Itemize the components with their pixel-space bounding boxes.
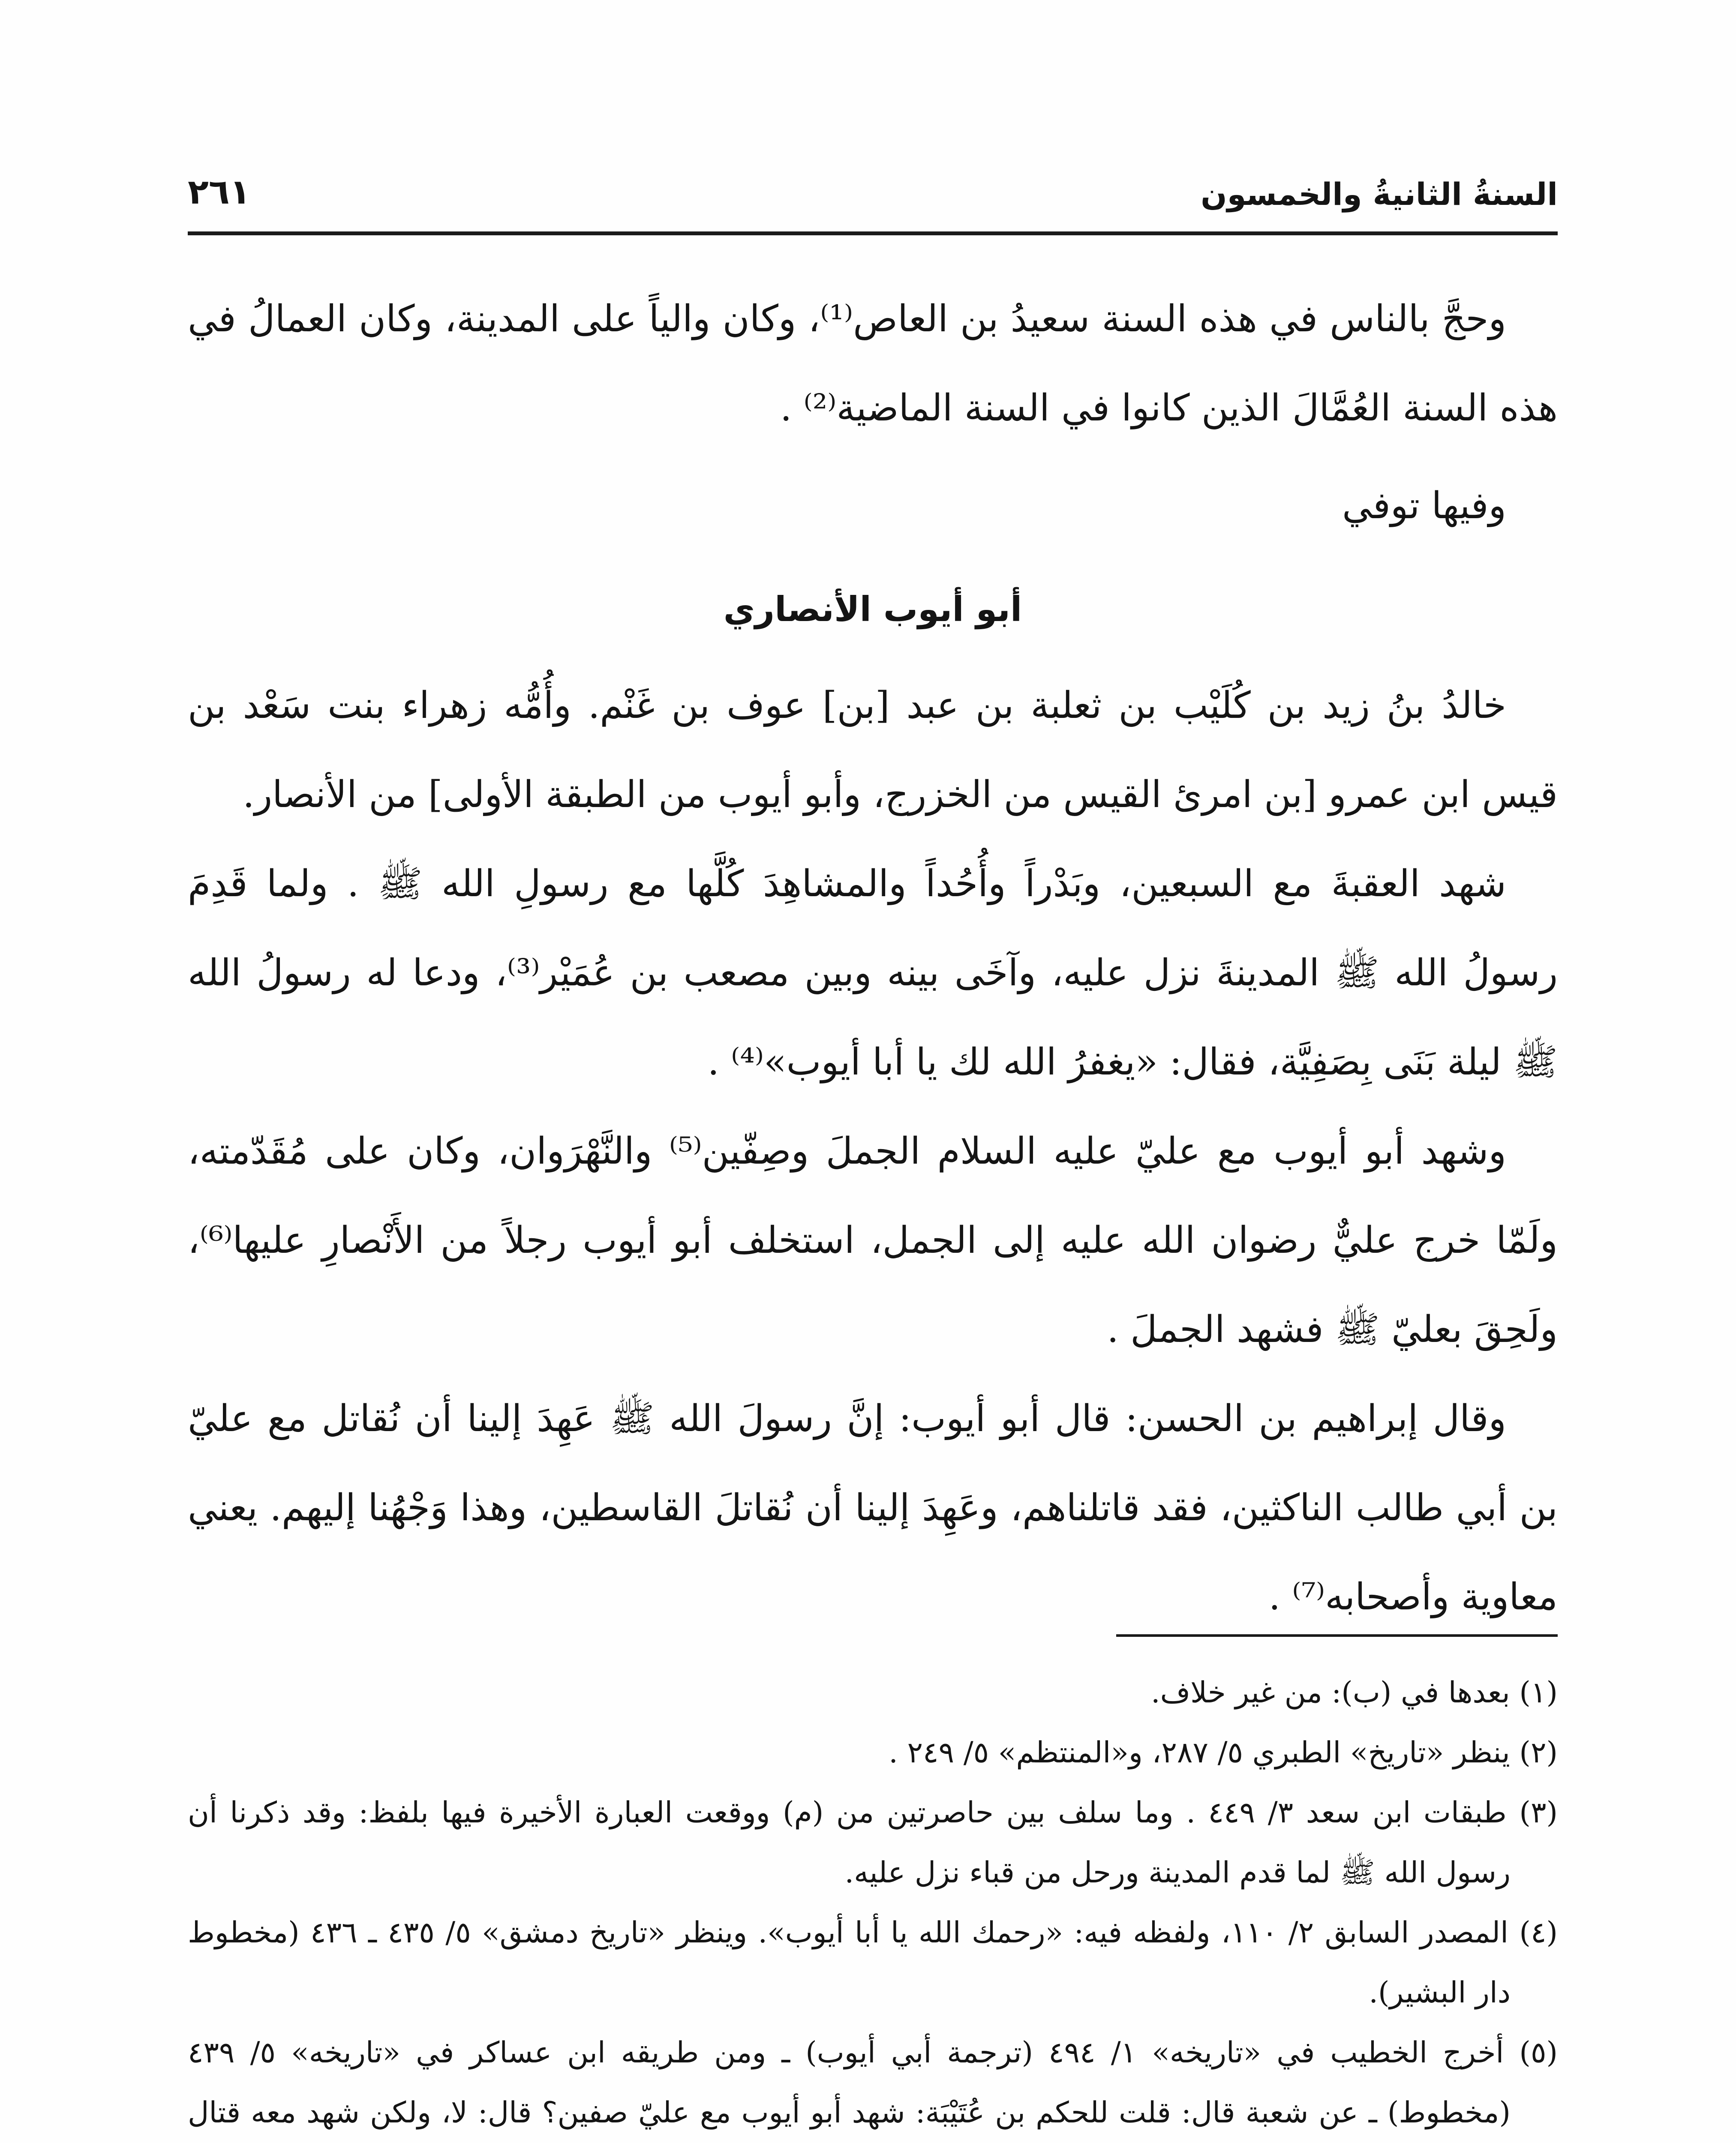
- running-header: [188, 158, 1558, 222]
- paragraph-jamal-siffin: وشهد أبو أيوب مع عليّ عليه السلام الجملَ وصِفّين⁽⁵⁾ والنَّهْرَوان، وكان على مُقَدّمته، ولَمّا خرج عليٌّ رضوان الله عليه إلى الجمل، استخلف أبو أيوب رجلاً من الأَنْصارِ عليها⁽⁶⁾، ولَحِقَ بعليّ ﷺ فشهد الجملَ .: [188, 1130, 1558, 1351]
- footnote-4: (٤) المصدر السابق ٢/ ١١٠، ولفظه فيه: «رحمك الله يا أبا أيوب». وينظر «تاريخ دمشق» ٥/ ٤٣٥ ـ ٤٣٦ (مخطوط دار البشير).: [188, 1916, 1558, 2010]
- paragraph-lineage: خالدُ بنُ زيد بن كُلَيْب بن ثعلبة بن عبد [بن] عوف بن غَنْم. وأُمُّه زهراء بنت سَعْد بن قيس ابن عمرو [بن امرئ القيس من الخزرج، وأبو أيوب من الطبقة الأولى] من الأنصار.: [188, 684, 1558, 816]
- footnote-1: (١) بعدها في (ب): من غير خلاف.: [1151, 1676, 1558, 1710]
- page-number: ٢٦١: [188, 172, 251, 212]
- footnote-5: (٥) أخرج الخطيب في «تاريخه» ١/ ٤٩٤ (ترجمة أبي أيوب) ـ ومن طريقه ابن عساكر في «تاريخه» ٥/ ٤٣٩ (مخطوط) ـ عن شعبة قال: قلت للحكم بن عُتَيْبَة: شهد أبو أيوب مع عليّ صفين؟ قال: لا، ولكن شهد معه قتال: [188, 2036, 1558, 2130]
- chapter-title: السنةُ الثانيةُ والخمسون: [1201, 176, 1558, 212]
- section-heading: أبو أيوب الأنصاري: [723, 589, 1022, 629]
- paragraph-battles: شهد العقبةَ مع السبعين، وبَدْراً وأُحُداً والمشاهِدَ كُلَّها مع رسولِ الله ﷺ . ولما قَدِمَ رسولُ الله ﷺ المدينةَ نزل عليه، وآخَى بينه وبين مصعب بن عُمَيْر⁽³⁾، ودعا له رسولُ الله ﷺ ليلة بَنَى بِصَفِيَّة، فقال: «يغفرُ الله لك يا أبا أيوب»⁽⁴⁾ .: [188, 862, 1558, 1084]
- paragraph-hajj: وحجَّ بالناس في هذه السنة سعيدُ بن العاص⁽¹⁾، وكان والياً على المدينة، وكان العمالُ في هذه السنة العُمَّالَ الذين كانوا في السنة الماضية⁽²⁾ .: [188, 297, 1558, 429]
- header-divider: [188, 231, 1558, 235]
- footnote-3: (٣) طبقات ابن سعد ٣/ ٤٤٩ . وما سلف بين حاصرتين من (م) ووقعت العبارة الأخيرة فيها بلفظ: وقد ذكرنا أن رسول الله ﷺ لما قدم المدينة ورحل من قباء نزل عليه.: [188, 1796, 1558, 1890]
- footnote-2: (٢) ينظر «تاريخ» الطبري ٥/ ٢٨٧، و«المنتظم» ٥/ ٢٤٩ .: [889, 1736, 1558, 1770]
- paragraph-death-intro: وفيها توفي: [1342, 484, 1506, 527]
- main-text: [188, 274, 1558, 1642]
- footnotes: [188, 1663, 1558, 2143]
- footnote-separator: [1116, 1634, 1558, 1637]
- paragraph-ibrahim-narration: وقال إبراهيم بن الحسن: قال أبو أيوب: إنَّ رسولَ الله ﷺ عَهِدَ إلينا أن نُقاتل مع عليّ بن أبي طالب الناكثين، فقد قاتلناهم، وعَهِدَ إلينا أن نُقاتلَ القاسطين، وهذا وَجْهُنا إليهم. يعني معاوية وأصحابه⁽⁷⁾ .: [188, 1397, 1558, 1618]
